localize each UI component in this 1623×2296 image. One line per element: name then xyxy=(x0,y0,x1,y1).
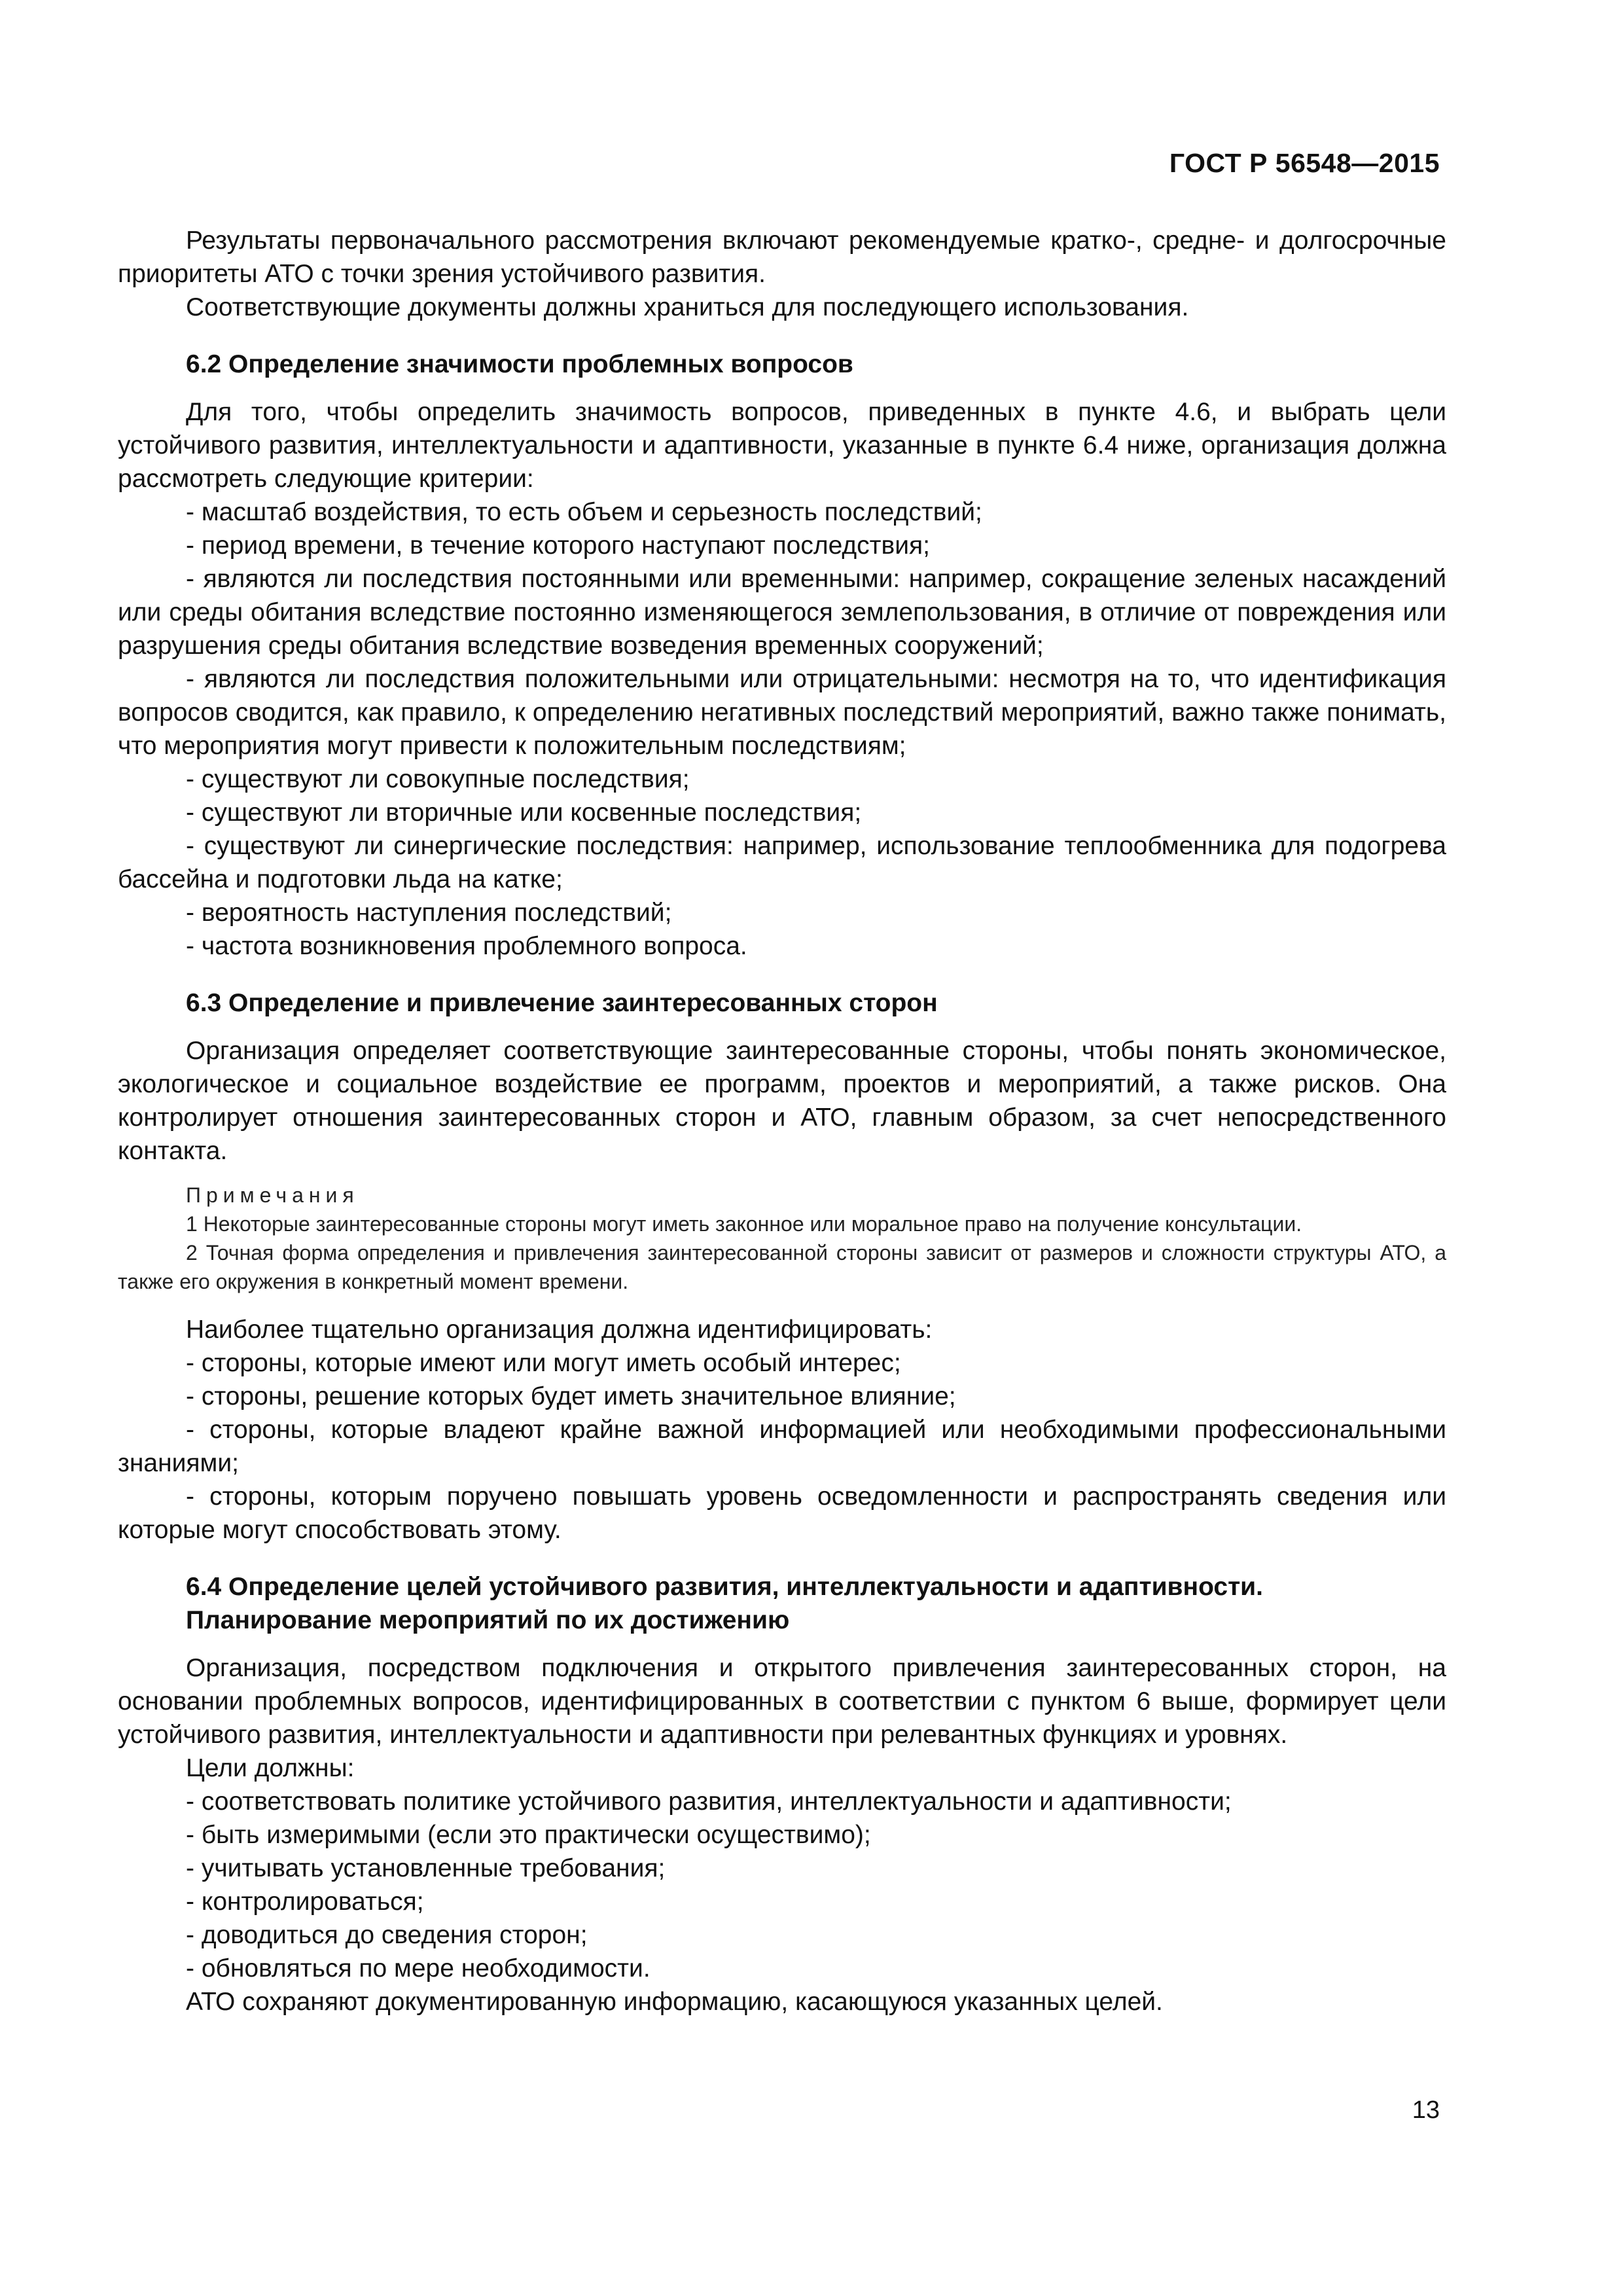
list-item: - стороны, которые имеют или могут иметь особый интерес; xyxy=(186,1349,901,1377)
list-item: - стороны, которым поручено повышать уровень осведомленности и распространять сведения или которые могут способствовать этому. xyxy=(118,1482,1446,1544)
list-item: - период времени, в течение которого наступают последствия; xyxy=(186,531,930,560)
list-item: - существуют ли вторичные или косвенные последствия; xyxy=(186,798,862,827)
paragraph: Организация определяет соответствующие заинтересованные стороны, чтобы понять экономическое, экологическое и социальное воздействие ее программ, проектов и мероприятий, а также рисков. Она контролирует отношения заинтересованных сторон и АТО, главным образом, за счет непосредственного контакта. xyxy=(118,1037,1446,1165)
paragraph: Результаты первоначального рассмотрения включают рекомендуемые кратко-, средне- и долгосрочные приоритеты АТО с точки зрения устойчивого развития. xyxy=(118,226,1446,288)
list-item: - обновляться по мере необходимости. xyxy=(186,1954,651,1982)
document-body xyxy=(118,224,1446,2018)
paragraph: Для того, чтобы определить значимость вопросов, приведенных в пункте 4.6, и выбрать цели устойчивого развития, интеллектуальности и адаптивности, указанные в пункте 6.4 ниже, организация должна рассмотреть следующие критерии: xyxy=(118,398,1446,493)
page-number: 13 xyxy=(1412,2096,1440,2124)
section-heading-line: Планирование мероприятий по их достижению xyxy=(186,1606,790,1634)
list-item: - существуют ли совокупные последствия; xyxy=(186,765,690,793)
list-item: - соответствовать политике устойчивого развития, интеллектуальности и адаптивности; xyxy=(186,1787,1232,1816)
list-item: - быть измеримыми (если это практически осуществимо); xyxy=(186,1821,871,1849)
section-heading-6-3: 6.3 Определение и привлечение заинтересованных сторон xyxy=(186,989,938,1017)
list-item: - стороны, решение которых будет иметь значительное влияние; xyxy=(186,1382,956,1410)
list-item: - существуют ли синергические последствия: например, использование теплообменника для подогрева бассейна и подготовки льда на катке; xyxy=(118,832,1446,893)
list-item: - частота возникновения проблемного вопроса. xyxy=(186,932,747,960)
section-heading-6-2: 6.2 Определение значимости проблемных вопросов xyxy=(186,350,853,378)
list-item: - учитывать установленные требования; xyxy=(186,1854,666,1882)
list-item: - масштаб воздействия, то есть объем и серьезность последствий; xyxy=(186,498,982,526)
paragraph: АТО сохраняют документированную информацию, касающуюся указанных целей. xyxy=(186,1988,1163,2016)
document-header: ГОСТ Р 56548—2015 xyxy=(1169,148,1440,178)
list-item: - вероятность наступления последствий; xyxy=(186,899,672,927)
note: 1 Некоторые заинтересованные стороны могут иметь законное или моральное право на получение консультации. xyxy=(186,1212,1302,1236)
section-heading-6-4 xyxy=(118,1570,1446,1637)
section-heading-line: 6.4 Определение целей устойчивого развития, интеллектуальности и адаптивности. xyxy=(186,1573,1263,1601)
paragraph: Соответствующие документы должны храниться для последующего использования. xyxy=(186,293,1189,321)
list-item: - доводиться до сведения сторон; xyxy=(186,1921,588,1949)
paragraph: Цели должны: xyxy=(186,1754,355,1782)
list-item: - контролироваться; xyxy=(186,1888,424,1916)
paragraph: Наиболее тщательно организация должна идентифицировать: xyxy=(186,1316,933,1344)
list-item: - являются ли последствия положительными или отрицательными: несмотря на то, что идентификация вопросов сводится, как правило, к определению негативных последствий мероприятий, важно также понимать, что мероприятия могут привести к положительным последствиям; xyxy=(118,665,1446,760)
note: 2 Точная форма определения и привлечения заинтересованной стороны зависит от размеров и сложности структуры АТО, а также его окружения в конкретный момент времени. xyxy=(118,1241,1446,1293)
list-item: - являются ли последствия постоянными или временными: например, сокращение зеленых насаждений или среды обитания вследствие постоянно изменяющегося землепользования, в отличие от повреждения или разрушения среды обитания вследствие возведения временных сооружений; xyxy=(118,565,1446,660)
paragraph: Организация, посредством подключения и открытого привлечения заинтересованных сторон, на основании проблемных вопросов, идентифицированных в соответствии с пунктом 6 выше, формирует цели устойчивого развития, интеллектуальности и адаптивности при релевантных функциях и уровнях. xyxy=(118,1654,1446,1749)
list-item: - стороны, которые владеют крайне важной информацией или необходимыми профессиональными знаниями; xyxy=(118,1416,1446,1477)
notes-title: Примечания xyxy=(186,1183,359,1207)
